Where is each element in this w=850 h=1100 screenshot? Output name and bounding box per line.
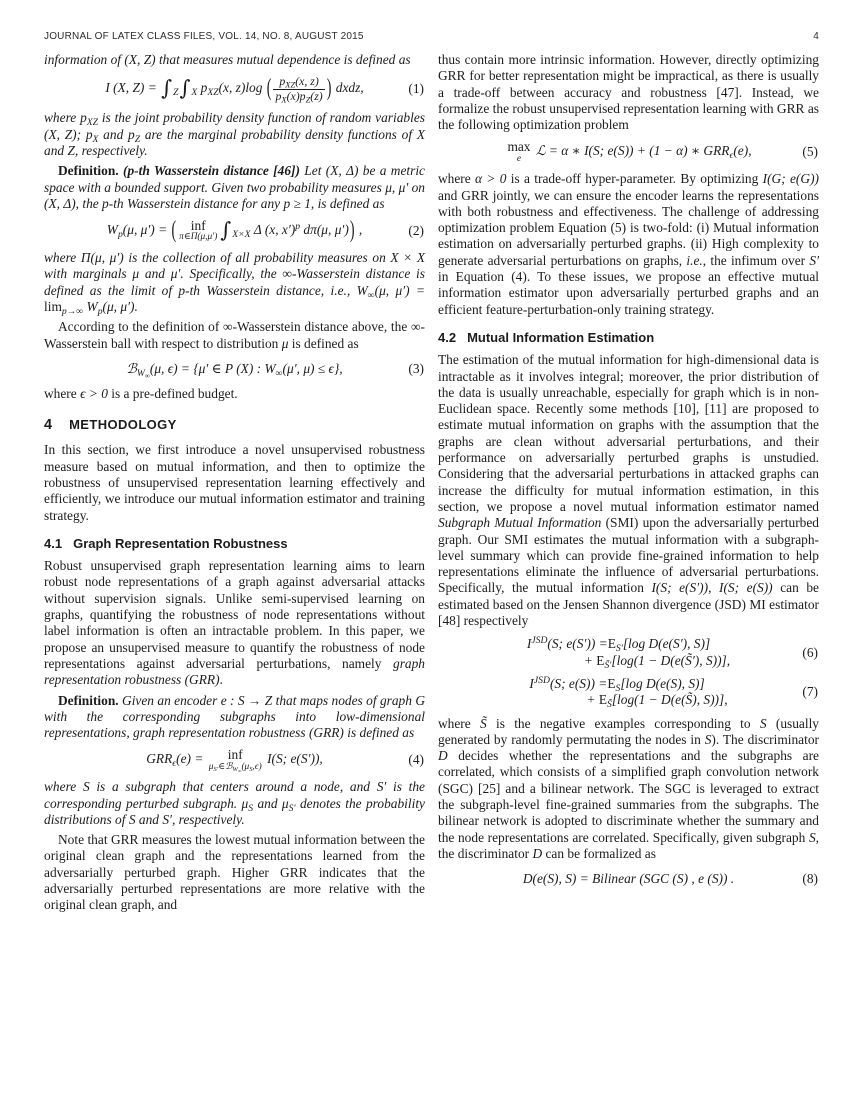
paragraph-eq2-where: where Π(μ, μ′) is the collection of all probability measures on X × X with marginals μ and μ′. Specifically, the ∞-Wasserstein distance is defined as the limit of p-th Wasserstein distance, i.e., $W_\infty(\mu$, $\mu') = \lim_{p\to\infty} W_p(\mu$, μ′).: [44, 250, 426, 317]
equation-4-body: $GRR_\epsilon(e)$ = inf $\mu_{S'}\in ℬ_{W_\infty}(\mu_S,\epsilon)$ I(S; e(S′)),: [146, 747, 323, 775]
equation-3: [44, 359, 425, 379]
equation-7-line2: + $E_{S̃}[\log(1$ − D(e(S̃), S))],: [586, 692, 728, 711]
subsection-number: 4.2: [438, 329, 457, 345]
paragraph-grr-note: Note that GRR measures the lowest mutual information between the original clean graph and the representations learned from the adversarially perturbed graph. Higher GRR indicates that the adversarially perturbed representations are more relative with the original clean graph, and: [44, 832, 425, 913]
equation-2-tag: (2): [408, 222, 424, 238]
paragraph-mi-estimation: The estimation of the mutual information for high-dimensional data is intractable as it involves integral; moreover, the prior distribution of the data is usually unreachable, especially for graph which is in non-Euclidean space. Recently some methods [10], [11] are proposed to estimate mutual information on graphs with the assumption that the graphs are clean without adversarial perturbations, and their performance on adversarially perturbed graphs is unstudied. Considering that the adversarial perturbations in attacked graphs can increase the difficulty for mutual information estimation, in this section, we propose a novel mutual information estimator named Subgraph Mutual Information (SMI) upon the adversarially perturbed graph. Our SMI estimates the mutual information with a subgraph-level summary which can provide fine-grained information to help representations eliminate the influence of adversarial perturbations. Specifically, the mutual information I(S; e(S′)), I(S; e(S)) can be estimated based on the Jensen Shannon divergence (JSD) MI estimator [48] respectively: [438, 352, 819, 629]
left-column: [44, 52, 425, 914]
definition-wasserstein: Definition. (p-th Wasserstein distance [46]) Let (X, Δ) be a metric space with a bounded support. Given two probability measures μ, μ′ on (X, Δ), the p-th Wasserstein distance for any p ≥ 1, is defined as: [44, 163, 426, 211]
section-4-heading: [44, 417, 425, 433]
paragraph-eq4-where: where S is a subgraph that centers around a node, and S′ is the corresponding perturbed subgraph. $\mu_S$ and $\mu_{S'}$ denotes the probability distributions of S and S′, respectively.: [44, 779, 426, 827]
equation-2-body: $W_p(\mu$, μ′) = ( inf π∈Π(μ,μ′) $\int_{X\times X}$ Δ (x, x′)$^p$ dπ(μ, μ′)) ,: [106, 217, 363, 245]
section-4-2-heading: [438, 330, 819, 346]
equation-8-body: D(e(S), S) = Bilinear (SGC (S) , e (S)) .: [522, 871, 735, 887]
equation-6-tag: (6): [802, 644, 818, 660]
equation-5-body: max e ℒ = α ∗ I(S; e(S)) + (1 − α) ∗ $GRR_\epsilon(e)$,: [507, 139, 752, 164]
paragraph-grr-intro: Robust unsupervised graph representation learning aims to learn robust node representations of a graph against adversarial attacks without supervision signals. Unlike semi-supervised learning on graphs, quantifying the robustness of node representations without label information is often an intractable problem. In this paper, we propose an unsupervised measure to quantify the robustness of node representations against adversarial perturbations, namely graph representation robustness (GRR).: [44, 558, 425, 688]
page-number: 4: [813, 31, 819, 42]
equation-2: [44, 219, 425, 243]
equation-5-tag: (5): [802, 144, 818, 160]
paragraph-wasserstein-ball: According to the definition of ∞-Wasserstein distance above, the ∞-Wasserstein ball with respect to distribution μ is defined as: [44, 319, 425, 351]
equation-6-line1: $I^{JSD}(S$; $e(S')) =E_{S'}[\log$ D(e(S′), S)]: [526, 635, 711, 655]
paragraph-methodology-intro: In this section, we first introduce a novel unsupervised robustness measure based on mutual information, and then to optimize the robustness of unsupervised representation learning effectively and efficiently, we introduce our mutual information estimator and training strategy.: [44, 442, 425, 523]
equation-6-body: [527, 636, 730, 669]
journal-title: JOURNAL OF LATEX CLASS FILES, VOL. 14, NO. 8, AUGUST 2015: [44, 31, 364, 42]
equation-6: [438, 636, 819, 669]
subsection-title: Graph Representation Robustness: [73, 535, 288, 551]
equation-7-body: [529, 676, 727, 709]
right-column: [438, 52, 819, 914]
running-header: [44, 31, 819, 42]
two-column-body: [44, 52, 819, 914]
paragraph-mutual-info-intro: information of (X, Z) that measures mutual dependence is defined as: [44, 52, 411, 67]
equation-1: [44, 75, 425, 103]
equation-1-tag: (1): [408, 81, 424, 97]
equation-8: [438, 869, 819, 889]
equation-7-line1: $I^{JSD}(S$; $e(S)) =E_S[\log$ D(e(S), S)]: [529, 675, 705, 694]
paragraph-discriminator: where S̃ is the negative examples corresponding to S (usually generated by randomly permutating the nodes in S). The discriminator D decides whether the representations and the subgraphs are correlated, which consists of a simplified graph convolution network (SGC) [25] and a bilinear network. The SGC is leveraged to extract the subgraph-level fine-grained summaries from the subgraphs. The bilinear network is adopted to discriminate whether the summary and the node representations are correlated. Specifically, given subgraph S, the discriminator D can be formalized as: [438, 715, 819, 861]
section-title: METHODOLOGY: [69, 417, 177, 433]
equation-7-tag: (7): [802, 684, 818, 700]
equation-8-tag: (8): [802, 871, 818, 887]
paragraph-eq1-where: where $p_{XZ}$ is the joint probability density function of random variables (X, Z); $p_X$ and $p_Z$ are the marginal probability density functions of X and Z, respectively.: [44, 110, 426, 159]
section-number: 4: [44, 417, 53, 434]
equation-6-line2: + $E_{S̃'}[\log(1$ − D(e(S̃′), S))],: [583, 652, 731, 671]
paragraph-eq5-where: where α > 0 is a trade-off hyper-parameter. By optimizing I(G; e(G)) and GRR jointly, we can ensure the encoder learns the representations with both robustness and effectiveness. The challenge of addressing optimization problem Equation (5) is two-fold: (i) Mutual information estimation on adversarially perturbed graphs. (ii) High complexity to generate adversarial perturbations on graphs, i.e., the infimum over S′ in Equation (4). To these issues, we propose an effective mutual information estimator upon adversarially perturbed graphs and an efficient feature-perturbation-only training strategy.: [438, 171, 819, 317]
equation-3-body: ℬ$_{W_\infty}$(μ, ϵ) = {μ′ ∈ P (X) : $W_\infty(\mu'$, μ) ≤ ϵ},: [126, 360, 343, 380]
equation-5: [438, 140, 819, 164]
paragraph-grr-note-cont: thus contain more intrinsic information. However, directly optimizing GRR for better representation might be impractical, as there is usually a trade-off between accuracy and robustness [47]. Instead, we formalize the robust unsupervised representation learning with GRR as the following optimization problem: [438, 52, 819, 133]
subsection-title: Mutual Information Estimation: [467, 329, 655, 345]
equation-4: [44, 747, 425, 775]
equation-7: [438, 676, 819, 709]
equation-3-tag: (3): [408, 360, 424, 376]
equation-1-body: I (X, $Z) = \int_Z\int_X$ $p_{XZ}(x$, z)log ( $p_{XZ}(x$, z) $p_X(x)p_Z(z)$ ) dxdz,: [105, 74, 364, 105]
section-4-1-heading: [44, 536, 425, 552]
definition-grr: Definition. Given an encoder e : S → Z that maps nodes of graph G with the corresponding subgraphs into low-dimensional representations, graph representation robustness (GRR) is defined as: [44, 692, 425, 741]
paragraph-eq3-where: where ϵ > 0 is a pre-defined budget.: [44, 385, 238, 401]
subsection-number: 4.1: [44, 535, 63, 551]
equation-4-tag: (4): [408, 752, 424, 768]
